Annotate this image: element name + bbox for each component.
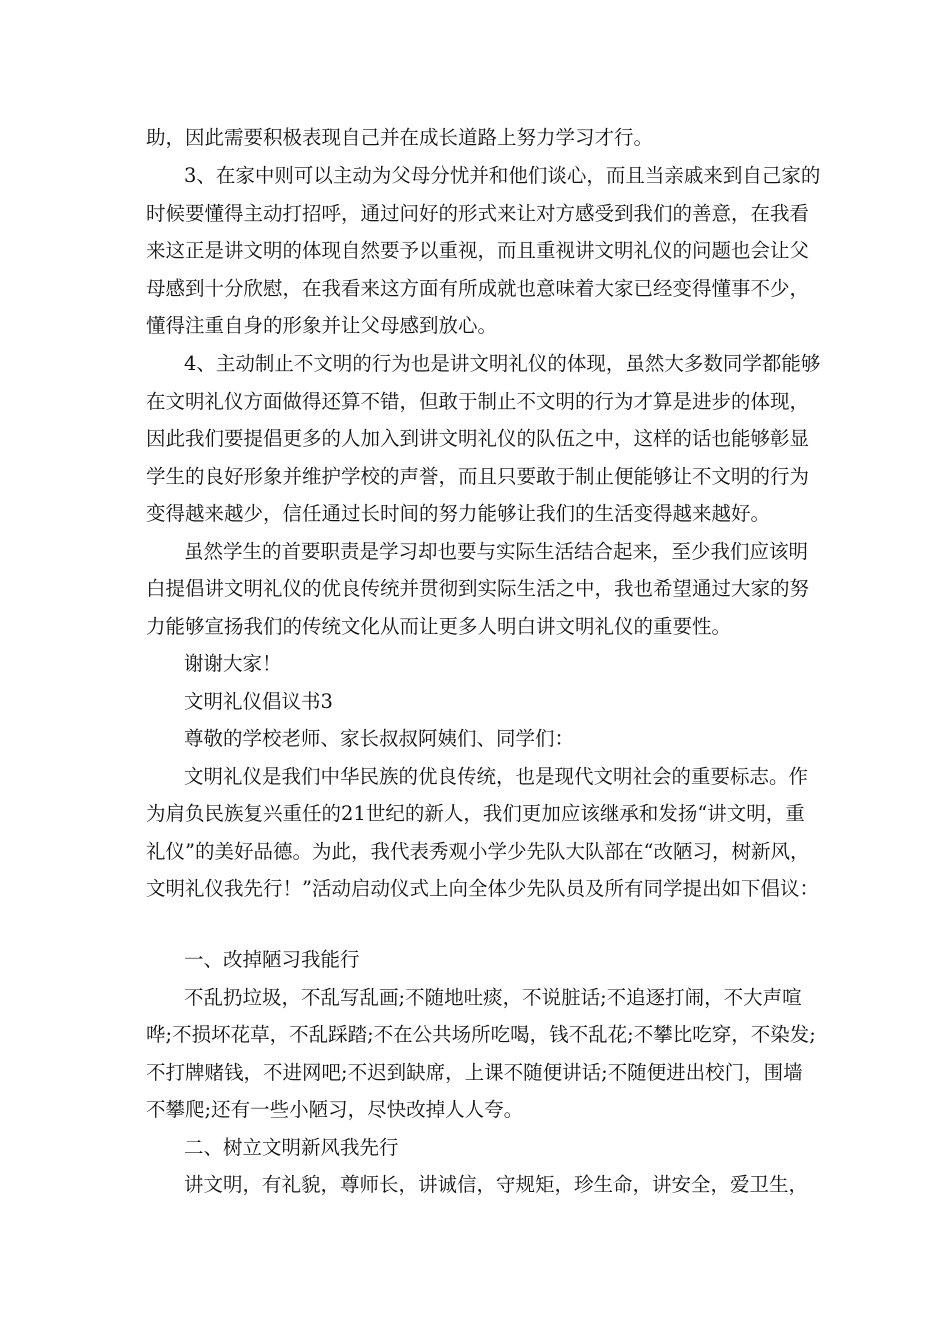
text-line: 3、在家中则可以主动为父母分忧并和他们谈心，而且当亲戚来到自己家的 xyxy=(184,164,821,187)
text-line: 学生的良好形象并维护学校的声誉，而且只要敢于制止便能够让不文明的行为 xyxy=(146,465,810,488)
text-line: 文明礼仪我先行！”活动启动仪式上向全体少先队员及所有同学提出如下倡议： xyxy=(146,877,819,900)
text-line: 礼仪”的美好品德。为此，我代表秀观小学少先队大队部在“改陋习，树新风， xyxy=(146,840,810,863)
text-line: 来这正是讲文明的体现自然要予以重视，而且重视讲文明礼仪的问题也会让父 xyxy=(146,239,810,262)
text-line: 母感到十分欣慰，在我看来这方面有所成就也意味着大家已经变得懂事不少， xyxy=(146,277,810,300)
text-line: 虽然学生的首要职责是学习却也要与实际生活结合起来，至少我们应该明 xyxy=(184,540,809,563)
subheading: 二、树立文明新风我先行 xyxy=(184,1136,399,1159)
text-line: 谢谢大家！ xyxy=(184,652,282,675)
text-line: 为肩负民族复兴重任的21世纪的新人，我们更加应该继承和发扬“讲文明，重 xyxy=(146,802,805,825)
text-line: 力能够宣扬我们的传统文化从而让更多人明白讲文明礼仪的重要性。 xyxy=(146,615,732,638)
text-line: 讲文明，有礼貌，尊师长，讲诚信，守规矩，珍生命，讲安全，爱卫生， xyxy=(184,1173,809,1196)
text-line: 时候要懂得主动打招呼，通过问好的形式来让对方感受到我们的善意，在我看 xyxy=(146,202,810,225)
text-line: 不乱扔垃圾，不乱写乱画;不随地吐痰，不说脏话;不追逐打闹，不大声喧 xyxy=(184,986,802,1009)
text-line: 哗;不损坏花草，不乱踩踏;不在公共场所吃喝，钱不乱花;不攀比吃穿，不染发; xyxy=(146,1023,816,1046)
text-line: 白提倡讲文明礼仪的优良传统并贯彻到实际生活之中，我也希望通过大家的努 xyxy=(146,577,810,600)
text-line: 不打牌赌钱，不进网吧;不迟到缺席，上课不随便讲话;不随便进出校门，围墙 xyxy=(146,1061,803,1084)
text-line: 助，因此需要积极表现自己并在成长道路上努力学习才行。 xyxy=(146,126,654,149)
salutation: 尊敬的学校老师、家长叔叔阿姨们、同学们： xyxy=(184,727,575,750)
text-line: 在文明礼仪方面做得还算不错，但敢于制止不文明的行为才算是进步的体现， xyxy=(146,390,810,413)
text-line: 不攀爬;还有一些小陋习，尽快改掉人人夸。 xyxy=(146,1098,524,1121)
text-line: 文明礼仪是我们中华民族的优良传统，也是现代文明社会的重要标志。作 xyxy=(184,765,809,788)
text-line: 变得越来越少，信任通过长时间的努力能够让我们的生活变得越来越好。 xyxy=(146,502,771,525)
text-line: 4、主动制止不文明的行为也是讲文明礼仪的体现，虽然大多数同学都能够 xyxy=(184,352,821,375)
section-title: 文明礼仪倡议书3 xyxy=(184,690,333,713)
text-line: 因此我们要提倡更多的人加入到讲文明礼仪的队伍之中，这样的话也能够彰显 xyxy=(146,427,810,450)
text-line: 懂得注重自身的形象并让父母感到放心。 xyxy=(146,314,498,337)
subheading: 一、改掉陋习我能行 xyxy=(184,948,360,971)
